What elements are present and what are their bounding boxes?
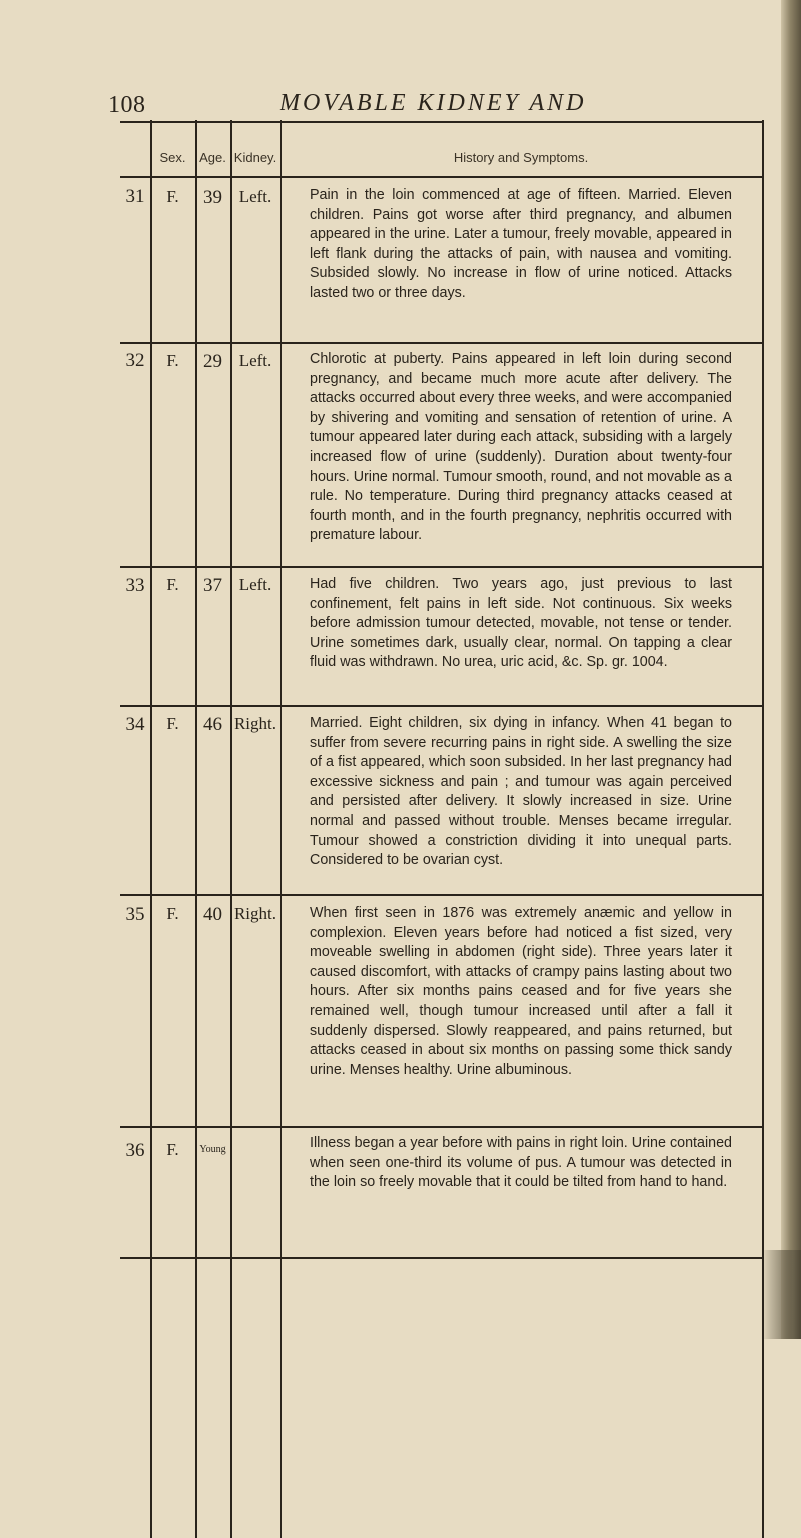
table-bottom-rule [120, 1257, 762, 1259]
column-rule [150, 120, 152, 1538]
sex-cell: F. [166, 351, 179, 370]
age-cell: 40 [203, 904, 222, 925]
page-header [0, 84, 780, 124]
age-cell: 39 [203, 187, 222, 208]
column-rule [762, 120, 764, 1538]
header-top-rule [120, 121, 762, 123]
case-number: 31 [125, 186, 145, 207]
case-number: 35 [125, 904, 145, 925]
sex-cell: F. [166, 575, 179, 594]
age-cell: 46 [203, 714, 222, 735]
kidney-cell: Right. [233, 714, 277, 733]
case-number: 33 [125, 575, 145, 596]
kidney-cell: Left. [238, 187, 272, 206]
column-header-sex: Sex. [159, 150, 186, 165]
history-cell: Had five children. Two years ago, just previous to last confinement, felt pains in left side. Not continuous. Six weeks before admission tumour detected, movable, not tense or tender. Urine sometimes dark, usually clear, normal. On tapping a clear fluid was withdrawn. No urea, uric acid, &c. Sp. gr. 1004. [310, 576, 732, 671]
sex-cell: F. [166, 1140, 179, 1159]
age-cell: Young [199, 1144, 226, 1155]
case-table [120, 120, 762, 1360]
sex-cell: F. [166, 187, 179, 206]
sex-cell: F. [166, 904, 179, 923]
row-rule [120, 1126, 762, 1128]
column-header-history: History and Symptoms. [453, 150, 589, 165]
page-number: 108 [108, 92, 146, 118]
history-cell: Married. Eight children, six dying in infancy. When 41 began to suffer from severe recurring pains in right side. A swelling the size of a fist appeared, which soon subsided. In her last pregnancy had excessive sickness and pain ; and tumour was again perceived and persisted after delivery. It slowly increased in size. Urine normal and passed without trouble. Menses became irregular. Tumour showed a constriction dividing it into unequal parts. Considered to be ovarian cyst. [310, 715, 732, 869]
age-cell: 37 [203, 575, 222, 596]
case-number: 32 [125, 350, 145, 371]
row-rule [120, 705, 762, 707]
history-cell: Pain in the loin commenced at age of fifteen. Married. Eleven children. Pains got worse after third pregnancy, and albumen appeared in the urine. Later a tumour, freely movable, appeared in left flank during the attacks of pain, with nausea and vomiting. Subsided slowly. No increase in flow of urine noticed. Attacks lasted two or three days. [310, 187, 732, 301]
column-header-age: Age. [199, 150, 226, 165]
row-rule [120, 566, 762, 568]
row-rule [120, 894, 762, 896]
page-corner-shadow [761, 1250, 801, 1339]
column-rule [280, 120, 282, 1538]
history-cell: When first seen in 1876 was extremely anæmic and yellow in complexion. Eleven years before had noticed a fist sized, very moveable swelling in abdomen (right side). Three years later it caused discomfort, with attacks of crampy pains lasting about two hours. After six months pains ceased and for five years she remained well, though tumour increased until after a fall it suddenly dispersed. Slowly reappeared, and pains returned, but attacks ceased in about six months on passing some thick sandy urine. Menses healthy. Urine albuminous. [310, 905, 732, 1078]
case-number: 34 [125, 714, 145, 735]
sex-cell: F. [166, 714, 179, 733]
case-number: 36 [125, 1140, 145, 1161]
column-rule [195, 120, 197, 1538]
running-title: MOVABLE KIDNEY AND [280, 90, 587, 116]
header-bottom-rule [120, 176, 762, 178]
column-rule [230, 120, 232, 1538]
page-edge-shadow [781, 0, 801, 1339]
age-cell: 29 [203, 351, 222, 372]
row-rule [120, 342, 762, 344]
kidney-cell: Right. [233, 904, 277, 923]
column-header-kidney: Kidney. [233, 150, 277, 165]
kidney-cell: Left. [238, 575, 272, 594]
kidney-cell: Left. [238, 351, 272, 370]
history-cell: Illness began a year before with pains in right loin. Urine contained when seen one-third its volume of pus. A tumour was detected in the loin so freely movable that it could be tilted from hand to hand. [310, 1135, 732, 1191]
history-cell: Chlorotic at puberty. Pains appeared in left loin during second pregnancy, and became much more acute after delivery. The attacks occurred about every three weeks, and were accompanied by shivering and vomiting and sensation of retention of urine. A tumour appeared later during each attack, subsiding with a largely increased flow of urine (suddenly). Duration about twenty-four hours. Urine normal. Tumour smooth, round, and not movable as a rule. No temperature. During third pregnancy attacks ceased at fourth month, and in the fourth pregnancy, nephritis occurred with premature labour. [310, 351, 732, 544]
